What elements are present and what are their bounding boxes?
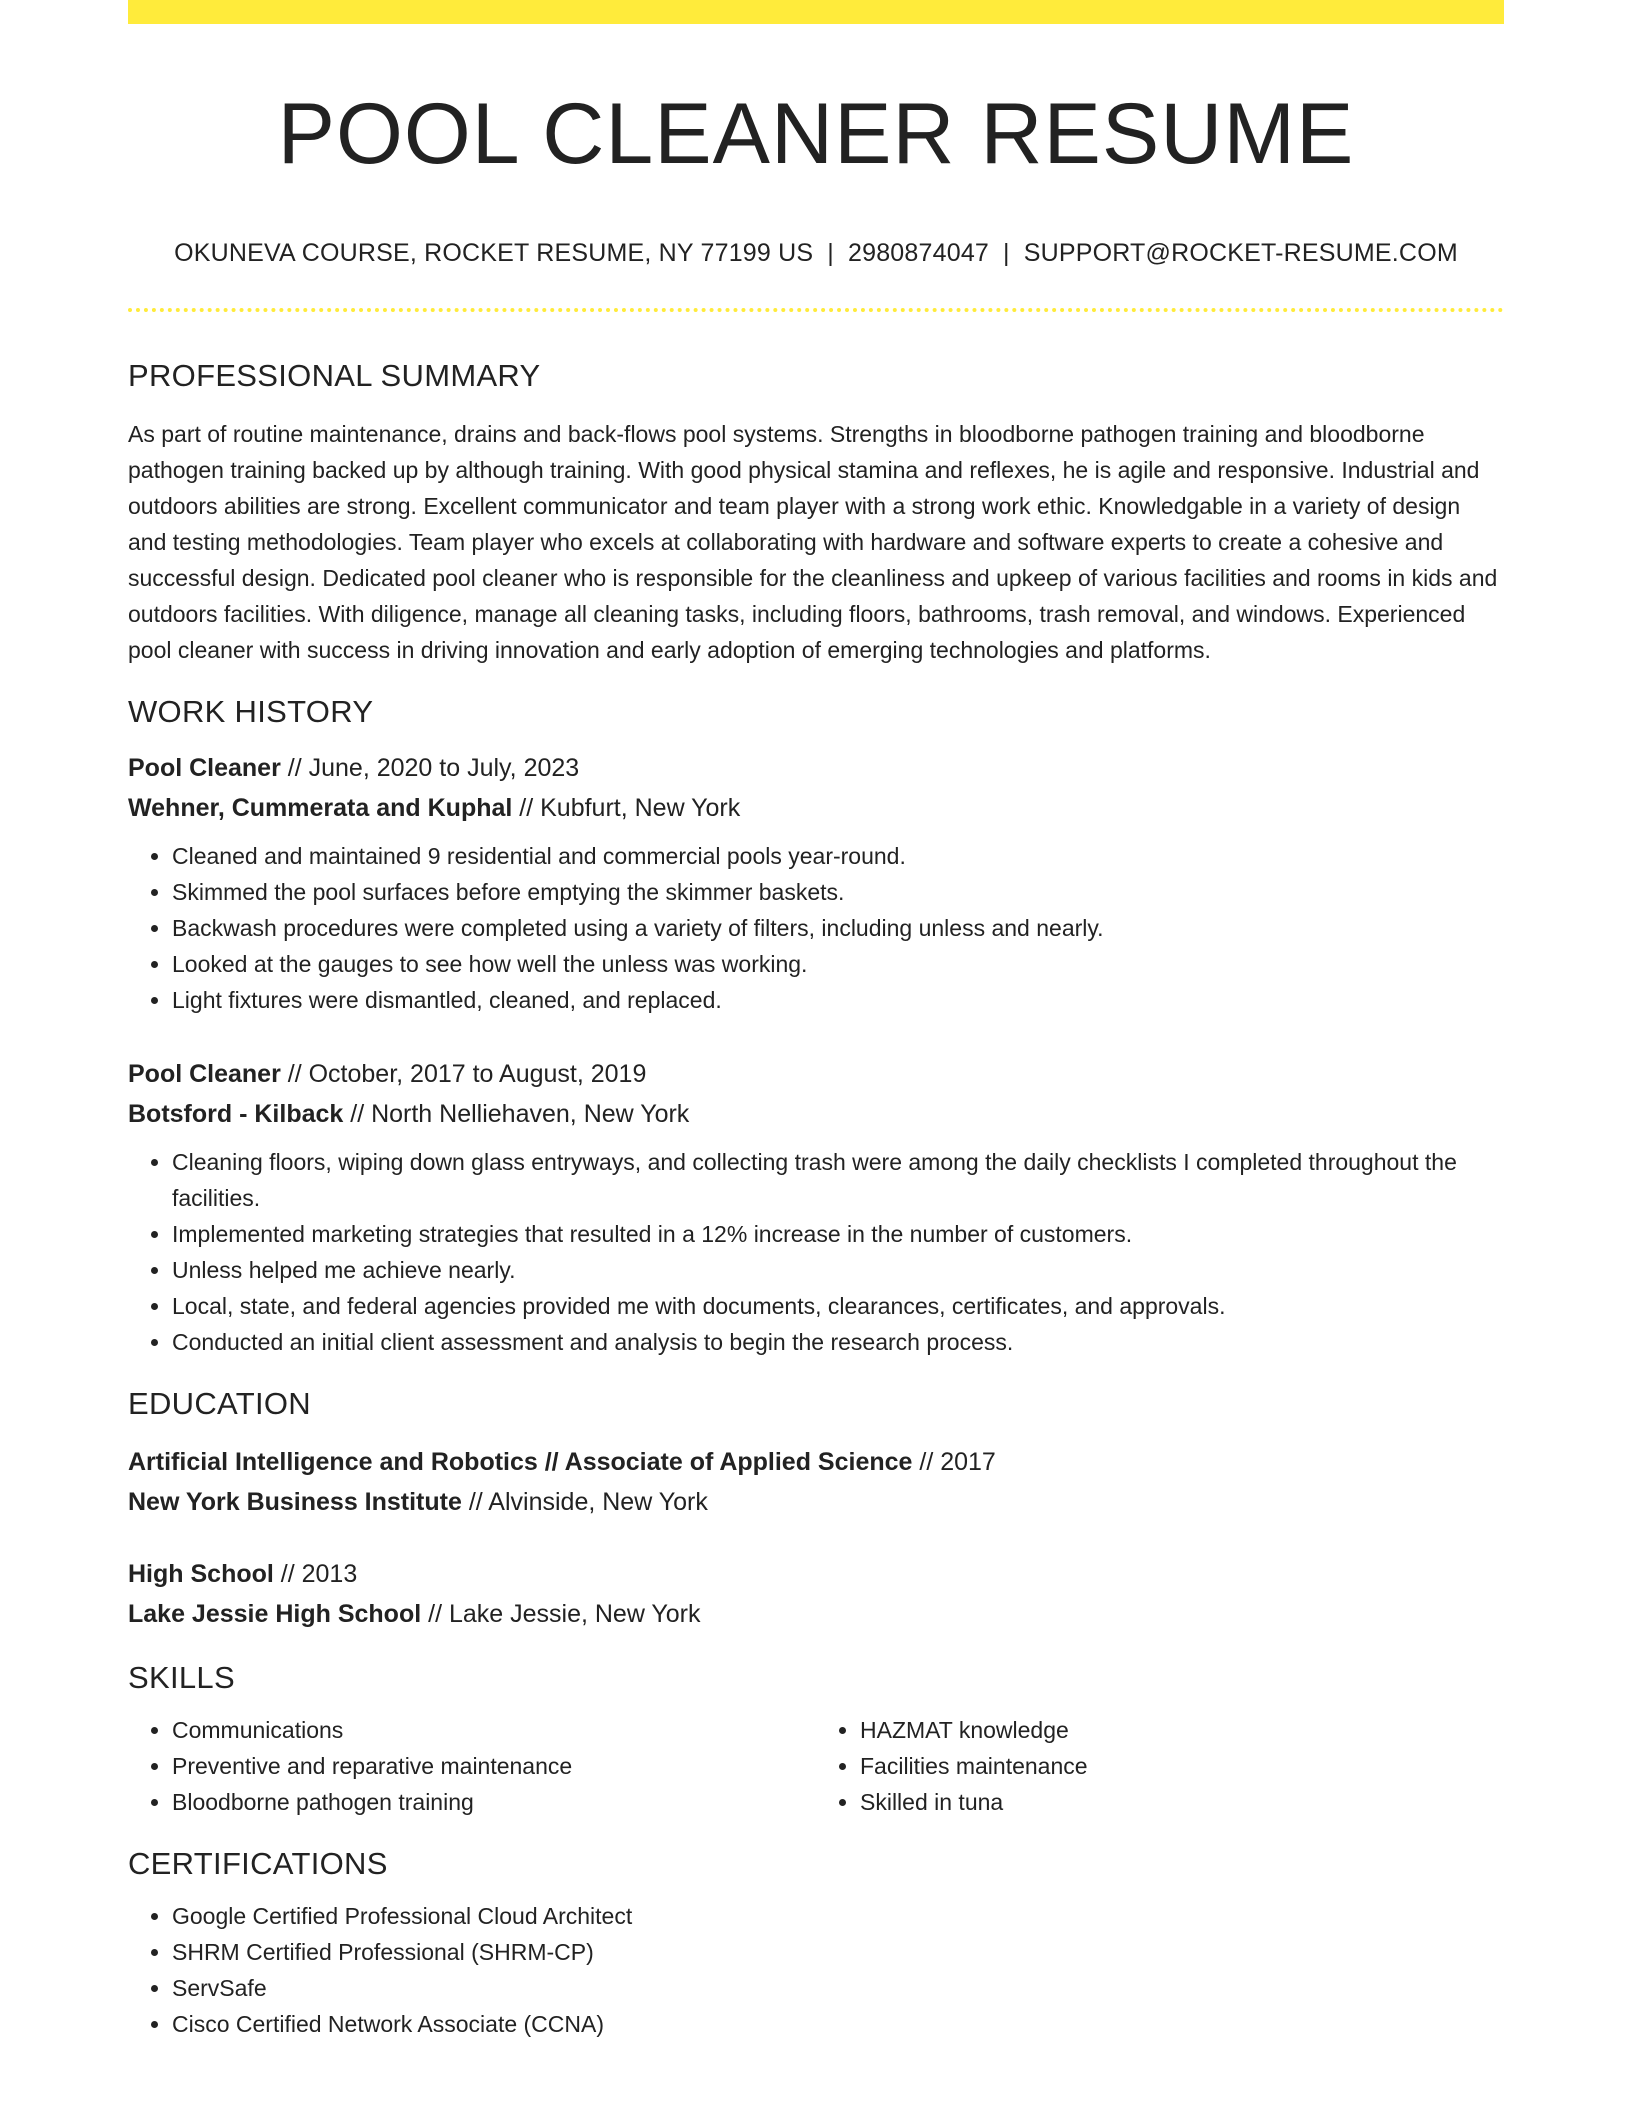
- skills-right-list: [816, 1712, 1504, 1820]
- job-title-line: [128, 748, 1504, 788]
- dotted-divider: [128, 308, 1504, 312]
- list-item: • Cisco Certified Network Associate (CCNA): [172, 2006, 1504, 2042]
- skills-section: [128, 1658, 1504, 1820]
- job-role: Pool Cleaner: [128, 754, 281, 782]
- degree: Artificial Intelligence and Robotics // Associate of Applied Science: [128, 1448, 913, 1476]
- work-history-heading: WORK HISTORY: [128, 694, 374, 729]
- contact-address: OKUNEVA COURSE, ROCKET RESUME, NY 77199 US: [174, 239, 814, 267]
- list-item: • Conducted an initial client assessment and analysis to begin the research process.: [172, 1324, 1504, 1360]
- contact-separator: |: [1003, 239, 1010, 267]
- accent-bar: [128, 0, 1504, 24]
- job-title-line: [128, 1054, 1504, 1094]
- list-item: • Cleaned and maintained 9 residential and commercial pools year-round.: [172, 838, 1504, 874]
- list-item: • Preventive and reparative maintenance: [172, 1748, 816, 1784]
- job-entry: [128, 748, 1504, 1018]
- work-history-section: [128, 692, 1504, 1360]
- summary-heading: PROFESSIONAL SUMMARY: [128, 358, 541, 393]
- list-item: • Local, state, and federal agencies provided me with documents, clearances, certificates, and approvals.: [172, 1288, 1504, 1324]
- degree-year: // 2013: [273, 1560, 358, 1588]
- job-location: // North Nelliehaven, New York: [343, 1100, 690, 1128]
- contact-line: [128, 236, 1504, 270]
- school: Lake Jessie High School: [128, 1600, 422, 1628]
- job-bullets: [128, 1144, 1504, 1360]
- contact-separator: |: [827, 239, 834, 267]
- list-item: • Skimmed the pool surfaces before emptying the skimmer baskets.: [172, 874, 1504, 910]
- job-role: Pool Cleaner: [128, 1060, 281, 1088]
- education-entry: [128, 1554, 1504, 1634]
- summary-text: As part of routine maintenance, drains and back-flows pool systems. Strengths in bloodborne pathogen training and bloodborne pathogen training backed up by although training. With good physical stamina and reflexes, he is agile and responsive. Industrial and outdoors abilities are strong. Excellent communicator and team player with a strong work ethic. Knowledgable in a variety of design and testing methodologies. Team player who excels at collaborating with hardware and software experts to create a cohesive and successful design. Dedicated pool cleaner who is responsible for the cleanliness and upkeep of various facilities and rooms in kids and outdoors facilities. With diligence, manage all cleaning tasks, including floors, bathrooms, trash removal, and windows. Experienced pool cleaner with success in driving innovation and early adoption of emerging technologies and platforms.: [128, 421, 1498, 663]
- education-entry: [128, 1442, 1504, 1522]
- job-location: // Kubfurt, New York: [512, 794, 741, 822]
- resume-title: POOL CLEANER RESUME: [277, 86, 1355, 182]
- job-dates: // June, 2020 to July, 2023: [280, 754, 580, 782]
- job-company: Botsford - Kilback: [128, 1100, 344, 1128]
- degree-line: [128, 1554, 1504, 1594]
- list-item: • Google Certified Professional Cloud Architect: [172, 1898, 1504, 1934]
- list-item: • ServSafe: [172, 1970, 1504, 2006]
- list-item: • Communications: [172, 1712, 816, 1748]
- skills-left-list: [128, 1712, 816, 1820]
- school: New York Business Institute: [128, 1488, 462, 1516]
- list-item: • HAZMAT knowledge: [860, 1712, 1504, 1748]
- summary-section: [128, 356, 1504, 668]
- skills-columns: [128, 1712, 1504, 1820]
- job-dates: // October, 2017 to August, 2019: [280, 1060, 647, 1088]
- degree: High School: [128, 1560, 274, 1588]
- list-item: • Bloodborne pathogen training: [172, 1784, 816, 1820]
- education-heading: EDUCATION: [128, 1386, 311, 1421]
- school-location: // Alvinside, New York: [461, 1488, 708, 1516]
- contact-email: SUPPORT@ROCKET-RESUME.COM: [1023, 239, 1458, 267]
- degree-year: // 2017: [912, 1448, 996, 1476]
- list-item: • Backwash procedures were completed using a variety of filters, including unless and nearly.: [172, 910, 1504, 946]
- list-item: • Looked at the gauges to see how well the unless was working.: [172, 946, 1504, 982]
- certifications-list: [128, 1898, 1504, 2042]
- job-bullets: [128, 838, 1504, 1018]
- school-line: [128, 1594, 1504, 1634]
- certifications-heading: CERTIFICATIONS: [128, 1846, 388, 1881]
- job-company-line: [128, 1094, 1504, 1134]
- list-item: • Skilled in tuna: [860, 1784, 1504, 1820]
- job-entry: [128, 1054, 1504, 1360]
- list-item: • SHRM Certified Professional (SHRM-CP): [172, 1934, 1504, 1970]
- contact-phone: 2980874047: [847, 239, 990, 267]
- education-section: [128, 1384, 1504, 1634]
- list-item: • Implemented marketing strategies that resulted in a 12% increase in the number of customers.: [172, 1216, 1504, 1252]
- list-item: • Facilities maintenance: [860, 1748, 1504, 1784]
- job-company-line: [128, 788, 1504, 828]
- skills-heading: SKILLS: [128, 1660, 235, 1695]
- degree-line: [128, 1442, 1504, 1482]
- list-item: • Cleaning floors, wiping down glass entryways, and collecting trash were among the daily checklists I completed throughout the facilities.: [172, 1144, 1504, 1216]
- resume-page: [128, 0, 1504, 2042]
- list-item: • Light fixtures were dismantled, cleaned, and replaced.: [172, 982, 1504, 1018]
- certifications-section: [128, 1844, 1504, 2042]
- list-item: • Unless helped me achieve nearly.: [172, 1252, 1504, 1288]
- school-location: // Lake Jessie, New York: [421, 1600, 701, 1628]
- school-line: [128, 1482, 1504, 1522]
- job-company: Wehner, Cummerata and Kuphal: [128, 794, 513, 822]
